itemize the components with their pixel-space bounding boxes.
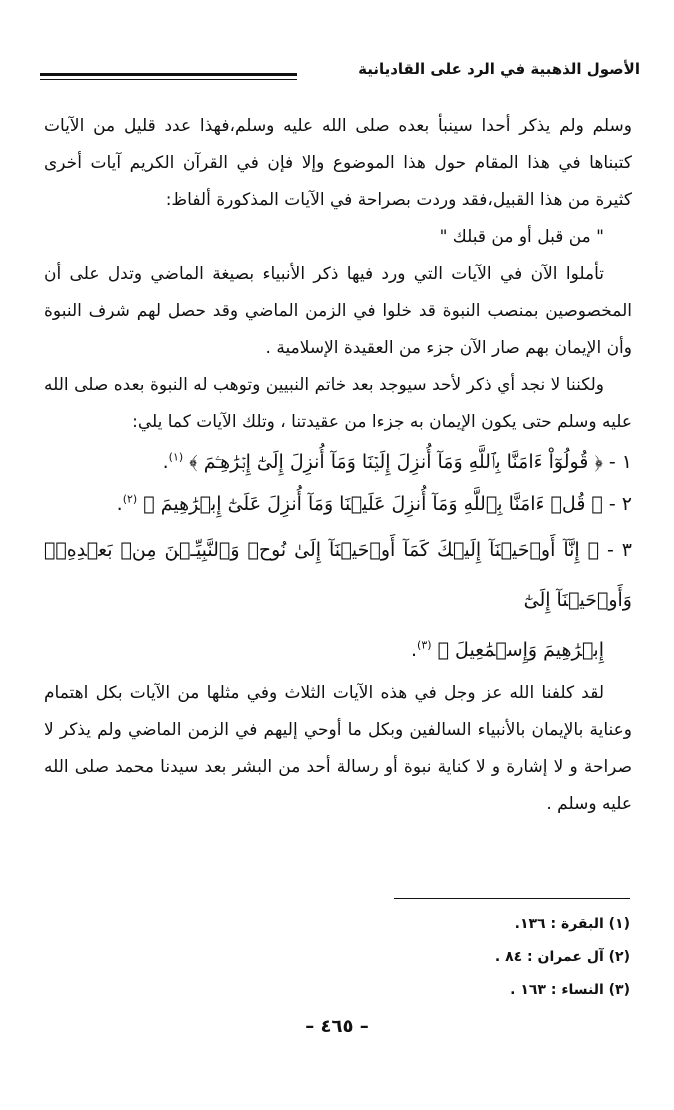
- verse-3-footnote-ref: (٣): [417, 638, 432, 652]
- footnote-3: (٣) النساء : ١٦٣ .: [510, 982, 630, 998]
- verse-1-text: ١ - ﴿ قُولُوٓاْ ءَامَنَّا بِٱللَّهِ وَمَآ أُنزِلَ إِلَيۡنَا وَمَآ أُنزِلَ إِلَىٰٓ إِبۡرَٰهِـۧمَ ﴾: [189, 451, 632, 473]
- header-rule-thick: [40, 73, 297, 76]
- verse-3: [44, 525, 632, 625]
- paragraph-2: تأملوا الآن في الآيات التي ورد فيها ذكر الأنبياء بصيغة الماضي وتدل على أن المخصوصين بمنصب النبوة قد خلوا في الزمن الماضي وقد حصل لهم شرف النبوة وأن الإيمان بهم صار الآن جزء من العقيدة الإسلامية .: [44, 264, 632, 358]
- quoted-phrase: " من قبل أو من قبلك ": [439, 227, 604, 247]
- footnote-2: (٢) آل عمران : ٨٤ .: [494, 949, 630, 965]
- verse-1: ١ - ﴿ قُولُوٓاْ ءَامَنَّا بِٱللَّهِ وَمَآ أُنزِلَ إِلَيۡنَا وَمَآ أُنزِلَ إِلَىٰٓ إِبۡرَٰهِـۧمَ ﴾ $^{(١)}$.: [162, 450, 632, 473]
- header-rule-thin: [40, 79, 297, 80]
- verse-2-footnote-ref: (٢): [122, 492, 138, 506]
- paragraph-4: لقد كلفنا الله عز وجل في هذه الآيات الثلاث وفي مثلها من الآيات بكل اهتمام وعناية بالإيمان بالأنبياء السالفين وبكل ما أوحي إليهم في الزمن الماضي ولم يذكر لا صراحة و لا إشارة و لا كناية نبوة أو رسالة أحد من البشر بعد سيدنا محمد صلى الله عليه وسلم .: [44, 683, 632, 814]
- footnotes: [230, 908, 630, 1007]
- verse-3-text: ٣ - ﴿ إِنَّآ أَوۡحَيۡنَآ إِلَيۡكَ كَمَآ أَوۡحَيۡنَآ إِلَىٰ نُوحٖ وَٱلنَّبِيِّـۧنَ مِنۢ بَعۡدِهِۦۚ وَأَوۡحَيۡنَآ إِلَىٰٓ: [44, 539, 632, 611]
- footnote-separator: [394, 898, 630, 899]
- paragraph-3: ولكننا لا نجد أي ذكر لأحد سيوجد بعد خاتم النبيين وتوهب له النبوة بعده صلى الله عليه وسلم حتى يكون الإيمان به جزءا من عقيدتنا ، وتلك الآيات كما يلي:: [44, 375, 632, 432]
- footnote-1: (١) البقرة : ١٣٦.: [514, 916, 630, 932]
- verse-3-cont-text: إِبۡرَٰهِيمَ وَإِسۡمَٰعِيلَ ﴾: [437, 639, 604, 661]
- verse-1-footnote-ref: (١): [168, 450, 184, 464]
- verse-2-text: ٢ - ﴿ قُلۡ ءَامَنَّا بِٱللَّهِ وَمَآ أُنزِلَ عَلَيۡنَا وَمَآ أُنزِلَ عَلَىٰٓ إِبۡرَٰهِيمَ ﴾: [143, 493, 632, 515]
- page-number: – ٤٦٥ –: [305, 1016, 369, 1037]
- verse-2: ٢ - ﴿ قُلۡ ءَامَنَّا بِٱللَّهِ وَمَآ أُنزِلَ عَلَيۡنَا وَمَآ أُنزِلَ عَلَىٰٓ إِبۡرَٰهِيمَ ﴾ $^{(٢)}$.: [116, 492, 632, 515]
- main-text: [44, 108, 632, 823]
- verse-3-continuation: إِبۡرَٰهِيمَ وَإِسۡمَٰعِيلَ ﴾ $^{(٣)}$.: [411, 638, 604, 661]
- paragraph-1: وسلم ولم يذكر أحدا سينبأ بعده صلى الله عليه وسلم،فهذا عدد قليل من الآيات كتبناها في هذا المقام حول هذا الموضوع وإلا فإن في القرآن الكريم آيات أخرى كثيرة من هذا القبيل،فقد وردت بصراحة في الآيات المذكورة ألفاظ:: [44, 116, 632, 210]
- running-header: [40, 56, 640, 90]
- book-title: الأصول الذهبية في الرد على القاديانية: [358, 60, 640, 78]
